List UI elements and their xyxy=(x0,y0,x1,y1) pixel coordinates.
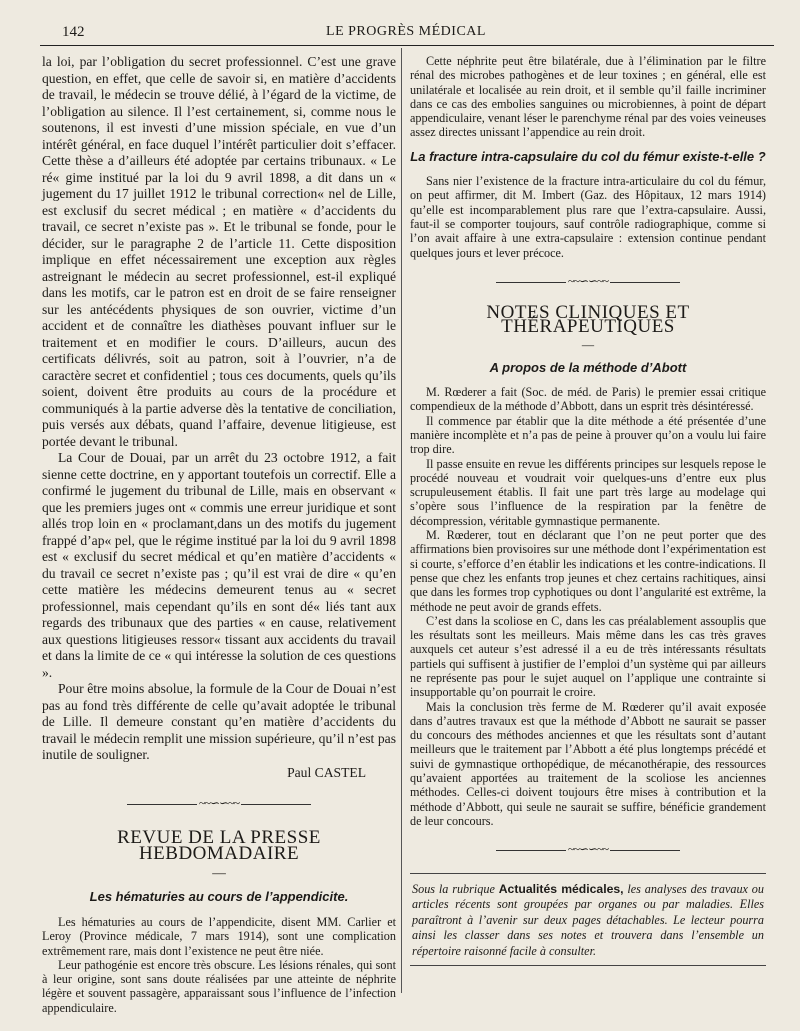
right-paragraph: C’est dans la scoliose en C, dans les cas préalablement assouplis que les résultats sont les meilleurs. Mais même dans les cas très graves auxquels cet auteur s’est adressé il a eu de très intéressants résultats partiels qui suffisent à justifier de l’emploi d’un système qui par ailleurs ne représente pas pour le sujet auquel on l’applique une contrainte si insupportable qu’on pourrait le croire. xyxy=(410,613,766,700)
left-paragraph: Les hématuries au cours de l’appendicite, disent MM. Carlier et Leroy (Province médicale, 7 mars 1914), sont une complication extrêmement rare, mais dont l’existence ne peut être niée. xyxy=(42,915,396,958)
title-dash: — xyxy=(212,864,226,880)
right-paragraph: Cette néphrite peut être bilatérale, due à l’élimination par le filtre rénal des microbes pathogènes et de leur toxines ; en général, elle est unilatérale et localisée au rein droit, et il semble qu’il faille incriminer dans ce cas des embolies sanguines ou microbiennes, à point de départ appendiculaire, venant léser le parenchyme rénal par des voies veineuses assez directes unissant l’appendice au rein droit. xyxy=(410,54,766,140)
article-subtitle: La fracture intra-capsulaire du col du fémur existe-t-elle ? xyxy=(410,148,766,164)
ornament-divider: ~~∽∽~~ xyxy=(410,842,766,856)
page-number: 142 xyxy=(62,24,85,40)
section-title: REVUE DE LA PRESSE HEBDOMADAIRE xyxy=(117,826,321,864)
right-paragraph: Mais la conclusion très ferme de M. Rœderer qu’il avait exposée dans d’autres travaux est que la méthode d’Abbott ne saurait se passer du concours des méthodes anciennes et que les résultats sont d’autant meilleurs que le traitement par l’Abbott a été plus longtemps précédé et suivi de gymnastique orthopédique, de mécanothérapie, des ressources qu’avaient apportées au traitement de la scoliose les anciennes méthodes. Celles-ci doivent toujours être mises à contribution et la méthode d’Abbott, qui seule ne saurait se suffire, bénéficie grandement de leur concours. xyxy=(410,699,766,828)
right-paragraph: Sans nier l’existence de la fracture intra-articulaire du col du fémur, on peut affirmer, dit M. Imbert (Gaz. des Hôpitaux, 12 mars 1914) qu’elle est incomparablement plus rare que l’extra-capsulaire. Aussi, faut-il se comporter toujours, sauf contrôle radiographique, comme si l’on avait affaire à une extra-capsulaire : extension continue pendant quelques jours et lever précoce. xyxy=(410,174,766,260)
journal-title: LE PROGRÈS MÉDICAL xyxy=(326,24,486,39)
left-paragraph: La Cour de Douai, par un arrêt du 23 octobre 1912, a fait sienne cette doctrine, en y apportant toutefois un correctif. Elle a confirmé le jugement du tribunal de Lille, mais en observant « que les premiers juges ont « commis une erreur juridique et sont allés trop loin en « proclamant,dans un des motifs du jugement frappé d’ap« pel, que le régime institué par la loi du 9 avril 1898 est « exclusif du secret médical et qu’en matière d’accidents « du travail ce secret n’existe pas ; qu’il est vrai de dire « qu’en cette matière les médecins demeurent tenus au « secret professionnel, mais cependant qu’ils en sont dé« liés tant aux regards des tribunaux que des parties « en cause, relativement aux questions litigieuses ressor« tissant aux accidents du travail et dans la limite de ce « qui intéresse la solution de ces questions ». xyxy=(42,450,396,680)
left-paragraph: la loi, par l’obligation du secret professionnel. C’est une grave question, en effet, que celle de savoir si, en matière d’accidents de travail, le médecin se trouve délié, à l’égard de la victime, de l’obligation au silence. Il l’est certainement, si, comme nous le soutenons, il est investi d’une mission spéciale, en vue d’un intérêt général, en face duquel l’intérêt particulier doit s’effacer. Cette thèse a d’ailleurs été adoptée par certains tribunaux. « Le ré« gime institué par la loi du 9 avril 1898, a dit dans un « jugement du 17 juillet 1912 le tribunal correction« nel de Lille, est exclusif du secret médical ; en matière « d’accidents du travail, ce secret n’existe pas ». Et le tribunal se fonde, pour le décider, sur le paragraphe 2 de l’article 11. Cette disposition implique en effet nécessairement une exception aux règles astreignant le médecin au secret professionnel, est-il expliqué dans les motifs, car le patron est en droit de se faire renseigner sur les antécédents physiques de son ouvrier, victime d’un accident et de connaître les diathèses pouvant influer sur le traitement et en modifier le cours. D’ailleurs, aucun des certificats délivrés, soit au patron, soit à l’ouvrier, n’a de caractère secret et confidentiel ; tous ces documents, quels qu’ils soient, doivent être produits au cours de la procédure et communiqués à la partie adverse dès la tentative de conciliation, puis versés aux débats, quand l’affaire, devenue litigieuse, est portée devant le tribunal. xyxy=(42,54,396,449)
right-paragraph: M. Rœderer a fait (Soc. de méd. de Paris) le premier essai critique compendieux de la méthode d’Abbott, dans un esprit très désintéressé. xyxy=(410,385,766,414)
editorial-notice xyxy=(410,873,766,967)
ornament-divider: ~~∽∽~~ xyxy=(42,795,396,812)
article-subtitle: Les hématuries au cours de l’appendicite. xyxy=(89,888,349,904)
header-rule xyxy=(40,45,774,46)
left-column xyxy=(42,54,396,1015)
running-header xyxy=(40,24,772,42)
article-subtitle: A propos de la méthode d’Abott xyxy=(489,359,687,375)
author-signature: Paul CASTEL xyxy=(287,764,366,780)
right-paragraph: Il passe ensuite en revue les différents principes sur lesquels repose le procédé nouveau et voudrait voir quelques-uns d’entre eux plus scrupuleusement établis. Il fait une part très large au modelage qui s’opère sous l’influence de la respiration par la fenêtre de décompression, véritable gymnastique permanente. xyxy=(410,456,766,528)
right-paragraph: Il commence par établir que la dite méthode a été présentée d’une manière incomplète et n’a pas de peine à prouver qu’on a voulu lui faire trop dire. xyxy=(410,413,766,457)
right-column xyxy=(410,54,766,966)
notice-text: les analyses des travaux ou articles récents sont groupées par organes ou par maladies. Elles paraîtront à l’avenir sur deux pages détachables. Le lecteur pourra ainsi les classer dans ses notes et trouvera dans l’ensemble un répertoire raisonné facile à consulter. xyxy=(412,881,764,958)
right-paragraph: M. Rœderer, tout en déclarant que l’on ne peut porter que des affirmations bien provisoires sur une méthode dont l’expérimentation est si courte, s’efforce d’en établir les indications et les contre-indications. Il pense que chez les enfants trop jeunes et chez certains rachitiques, ainsi que dans les formes trop cyphotiques ou dont l’angularité est extrême, la méthode ne peut avoir de grands effets. xyxy=(410,528,766,614)
section-title: NOTES CLINIQUES ET THÉRAPEUTIQUES xyxy=(486,302,690,338)
column-divider xyxy=(401,48,402,993)
notice-rubric: Actualités médicales, xyxy=(498,881,624,896)
notice-text: Sous la rubrique xyxy=(412,881,495,896)
title-dash: — xyxy=(581,337,595,352)
left-paragraph: Leur pathogénie est encore très obscure. Les lésions rénales, qui sont à leur origine, sont sans doute réalisées par une atteinte de néphrite légère et souvent passagère, apparaissant sous l’influence de l’infection appendiculaire. xyxy=(42,957,396,1015)
ornament-divider: ~~∽∽~~ xyxy=(410,274,766,288)
left-paragraph: Pour être moins absolue, la formule de la Cour de Douai n’est pas au fond très différente de celle qu’avait adoptée le tribunal de Lille. Il demeure constant qu’en matière d’accidents du travail le médecin remplit une mission supérieure, qu’il n’est pas inutile de souligner. xyxy=(42,681,396,762)
